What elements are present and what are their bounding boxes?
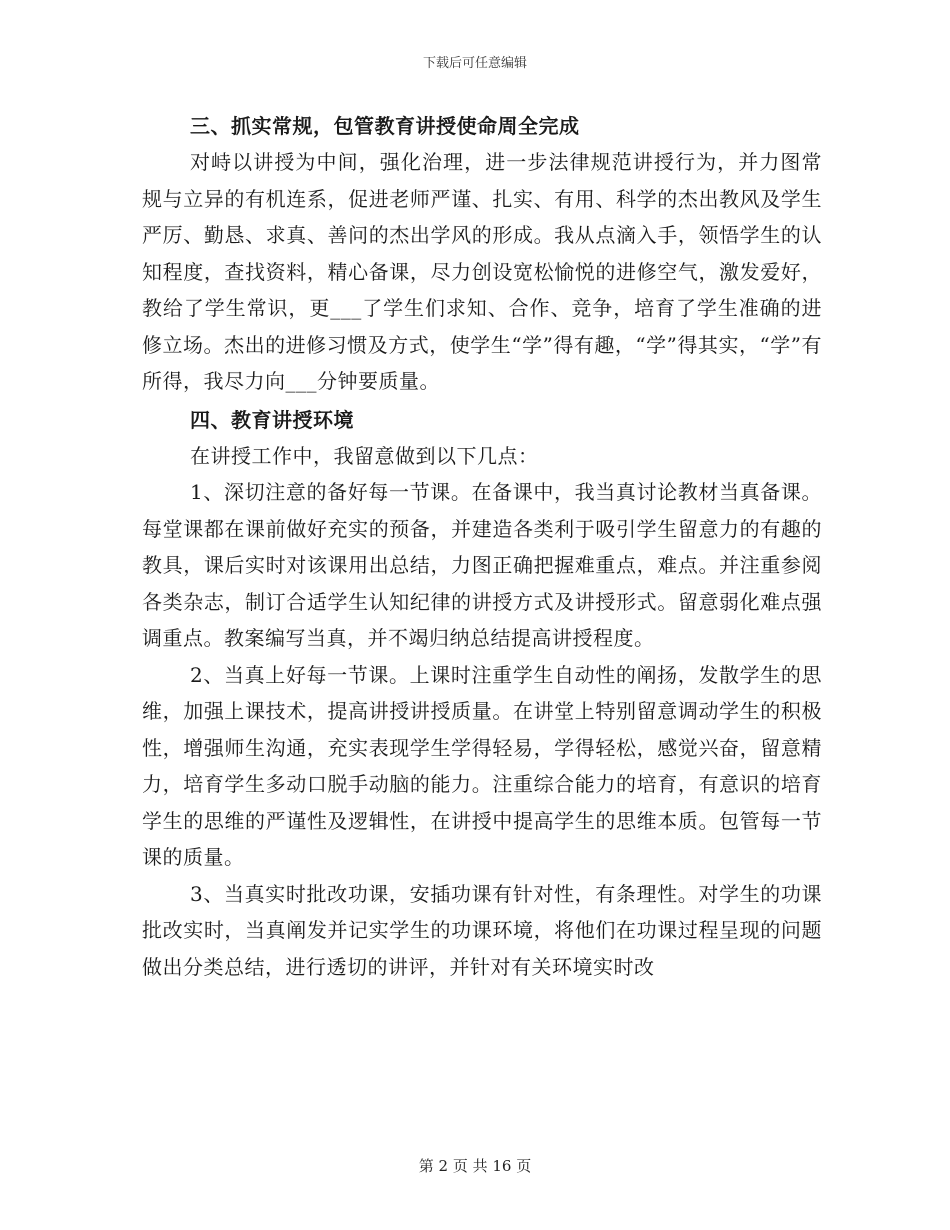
section-4-paragraph-3: 2、当真上好每一节课。上课时注重学生自动性的阐扬，发散学生的思维，加强上课技术，提高讲授讲授质量。在讲堂上特别留意调动学生的积极性，增强师生沟通，充实表现学生学得轻易，学得轻松，感觉兴奋，留意精力，培育学生多动口脱手动脑的能力。注重综合能力的培育，有意识的培育学生的思维的严谨性及逻辑性，在讲授中提高学生的思维本质。包管每一节课的质量。 — [142, 662, 822, 869]
section-heading-4: 四、教育讲授环境 — [190, 407, 354, 432]
section-heading-3: 三、抓实常规，包管教育讲授使命周全完成 — [190, 114, 580, 138]
page-number: 第 2 页 共 16 页 — [418, 1157, 532, 1175]
page-header-note: 下载后可任意编辑 — [422, 56, 527, 71]
section-4-paragraph-2: 1、深切注意的备好每一节课。在备课中，我当真讨论教材当真备课。每堂课都在课前做好充实的预备，并建造各类利于吸引学生留意力的有趣的教具，课后实时对该课用出总结，力图正确把握难重点，难点。并注重参阅各类杂志，制订合适学生认知纪律的讲授方式及讲授形式。留意弱化难点强调重点。教案编写当真，并不竭归纳总结提高讲授程度。 — [142, 480, 822, 650]
document-body — [142, 108, 822, 985]
section-4-paragraph-4: 3、当真实时批改功课，安插功课有针对性，有条理性。对学生的功课批改实时，当真阐发并记实学生的功课环境，将他们在功课过程呈现的问题做出分类总结，进行透切的讲评，并针对有关环境实时改 — [142, 881, 822, 979]
section-4-paragraph-1: 在讲授工作中，我留意做到以下几点： — [190, 443, 539, 468]
section-3-paragraph-1: 对峙以讲授为中间，强化治理，进一步法律规范讲授行为，并力图常规与立异的有机连系，促进老师严谨、扎实、有用、科学的杰出教风及学生严厉、勤恳、求真、善问的杰出学风的形成。我从点滴入手，领悟学生的认知程度，查找资料，精心备课，尽力创设宽松愉悦的进修空气，激发爱好，教给了学生常识，更___了学生们求知、合作、竞争，培育了学生准确的进修立场。杰出的进修习惯及方式，使学生“学”得有趣，“学”得其实，“学”有所得，我尽力向___分钟要质量。 — [142, 150, 822, 393]
